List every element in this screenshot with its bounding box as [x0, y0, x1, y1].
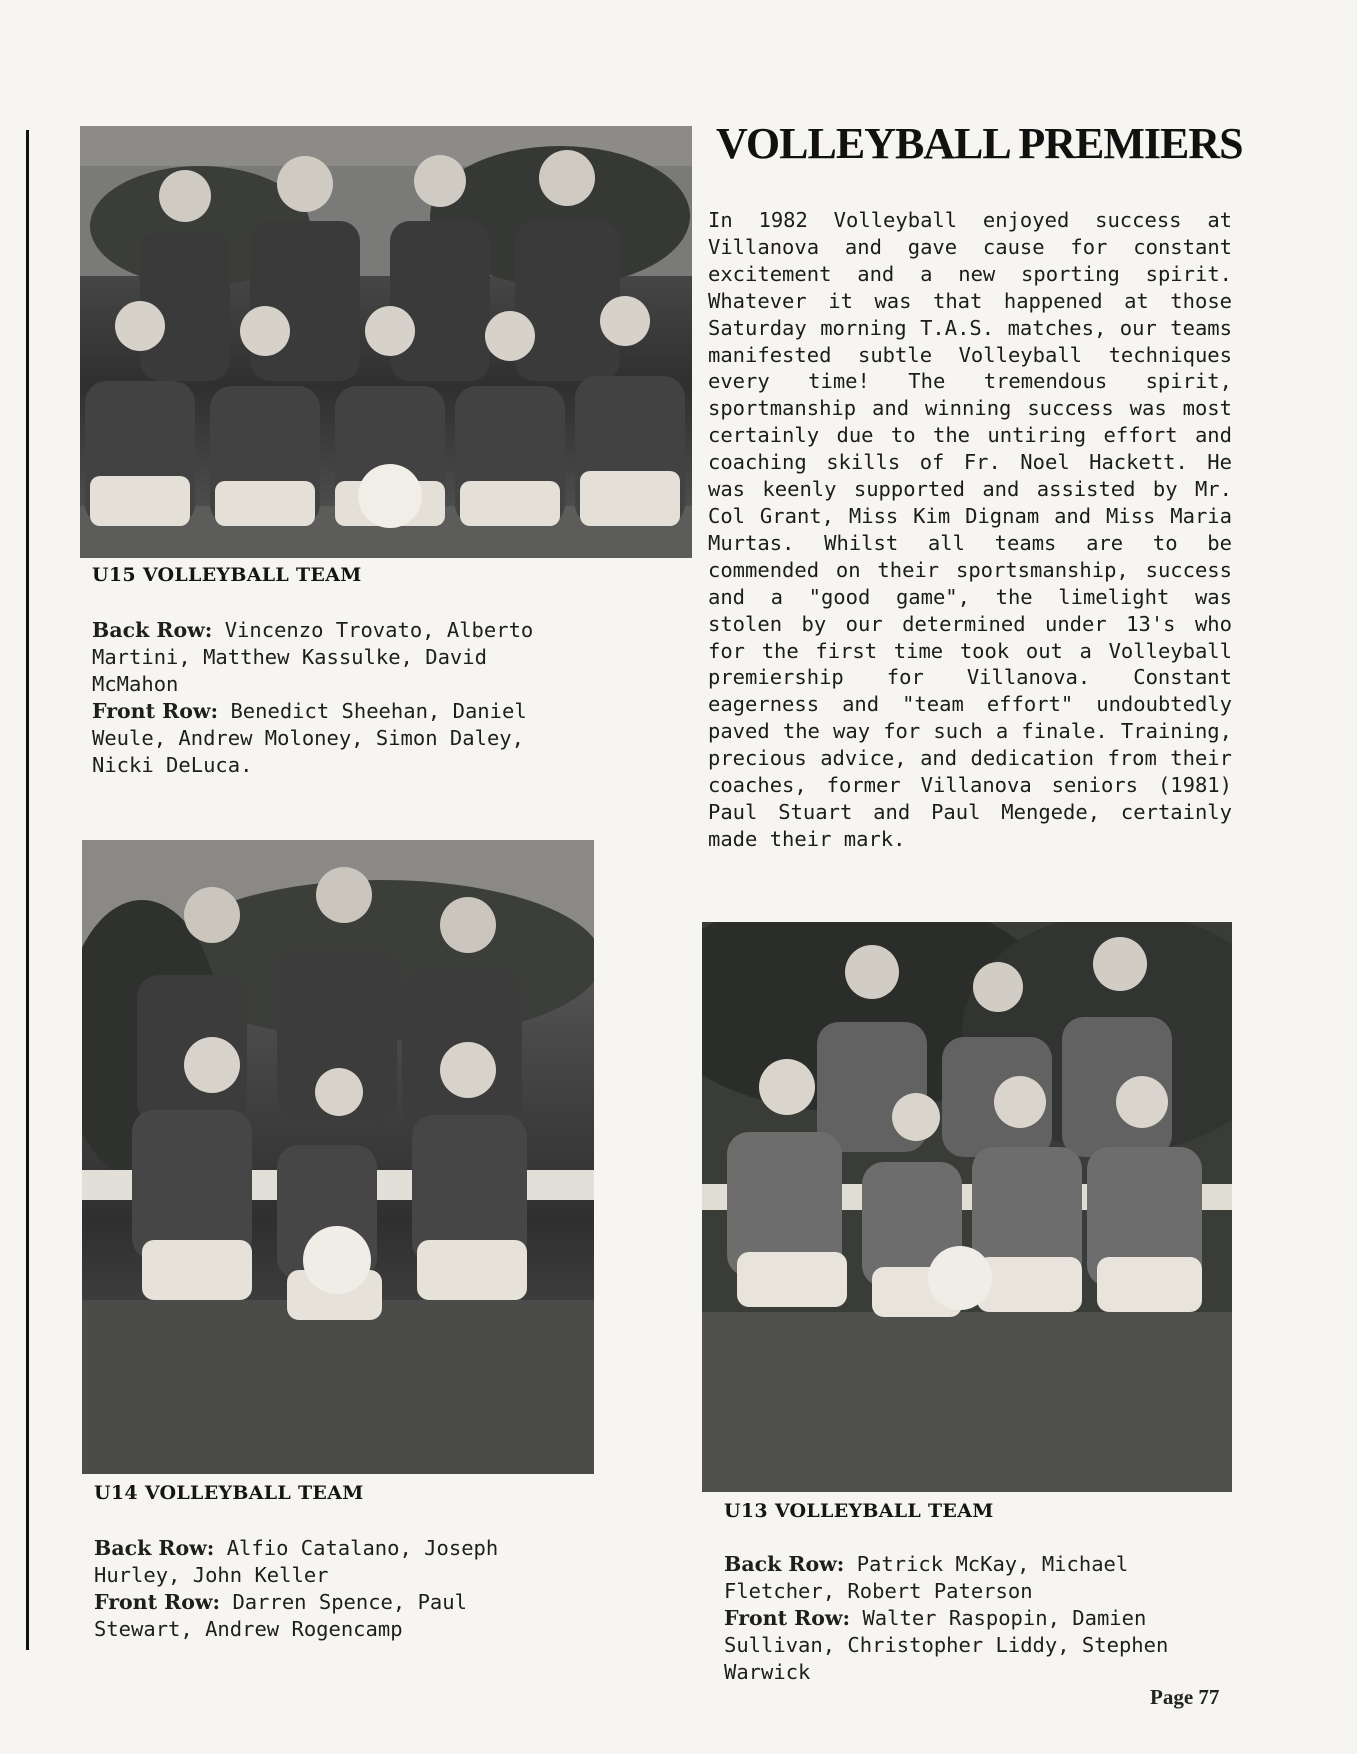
u15-team-photo — [80, 126, 692, 558]
u15-roster — [92, 617, 572, 779]
margin-rule — [26, 130, 29, 1650]
u14-team-photo — [82, 840, 594, 1474]
u14-roster — [94, 1535, 524, 1643]
u13-team-photo — [702, 922, 1232, 1492]
page-number: Page 77 — [1150, 1685, 1220, 1709]
u15-front-row-label: Front Row: — [92, 699, 219, 723]
u14-front-row-names: Darren Spence, Paul Stewart, Andrew Rogencamp — [94, 1590, 467, 1641]
page-headline: VOLLEYBALL PREMIERS — [716, 119, 1243, 168]
u13-front-row-label: Front Row: — [724, 1606, 851, 1630]
u15-back-row-names: Vincenzo Trovato, Alberto Martini, Matthew Kassulke, David McMahon — [92, 618, 534, 696]
article-body: In 1982 Volleyball enjoyed success at Villanova and gave cause for constant excitement and a new sporting spirit. Whatever it was that happened at those Saturday morning T.A.S. matches, our teams manifested subtle Volleyball techniques every time! The tremendous spirit, sportmanship and winning success was most certainly due to the untiring effort and coaching skills of Fr. Noel Hackett. He was keenly supported and assisted by Mr. Col Grant, Miss Kim Dignam and Miss Maria Murtas. Whilst all teams are to be commended on their sportsmanship, success and a "good game", the limelight was stolen by our determined under 13's who for the first time took out a Volleyball premiership for Villanova. Constant eagerness and "team effort" undoubtedly paved the way for such a finale. Training, precious advice, and dedication from their coaches, former Villanova seniors (1981) Paul Stuart and Paul Mengede, certainly made their mark. — [708, 208, 1232, 851]
u14-front-row-label: Front Row: — [94, 1590, 221, 1614]
u14-back-row-names: Alfio Catalano, Joseph Hurley, John Keller — [94, 1536, 499, 1587]
u13-front-row-names: Walter Raspopin, Damien Sullivan, Christopher Liddy, Stephen Warwick — [724, 1606, 1169, 1684]
u14-back-row-label: Back Row: — [94, 1536, 215, 1560]
u13-back-row-names: Patrick McKay, Michael Fletcher, Robert Paterson — [724, 1552, 1129, 1603]
u14-caption-title: U14 VOLLEYBALL TEAM — [94, 1482, 364, 1504]
u15-caption-title: U15 VOLLEYBALL TEAM — [92, 564, 362, 586]
u13-roster — [724, 1551, 1224, 1686]
u13-caption-title: U13 VOLLEYBALL TEAM — [724, 1500, 994, 1522]
u15-front-row-names: Benedict Sheehan, Daniel Weule, Andrew Moloney, Simon Daley, Nicki DeLuca. — [92, 699, 527, 777]
u15-back-row-label: Back Row: — [92, 618, 213, 642]
u13-back-row-label: Back Row: — [724, 1552, 845, 1576]
